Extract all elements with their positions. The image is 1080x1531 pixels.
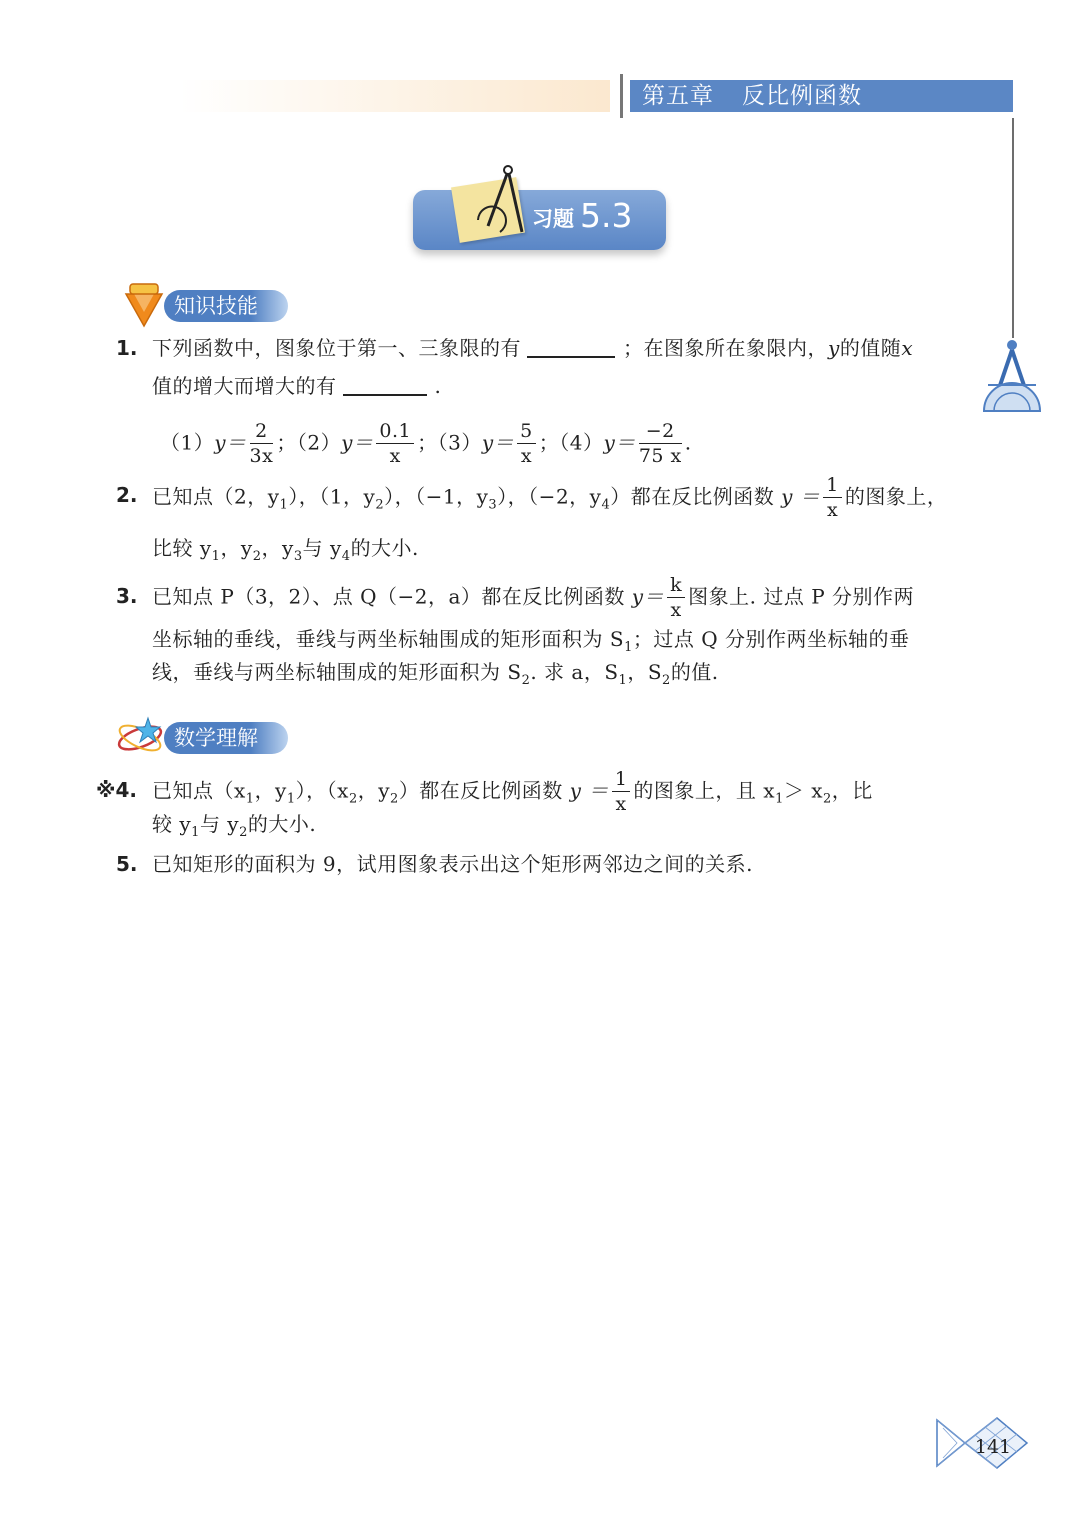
problem-1-line-1: 下列函数中，图象位于第一、三象限的有 ；在图象所在象限内，y的值随x <box>152 336 914 360</box>
pencil-tip-icon <box>124 280 164 328</box>
problem-4-line-2: 较 $y_1$与 $y_2$的大小. <box>152 812 317 840</box>
fraction: $\frac{2}{3x}$ <box>249 420 274 467</box>
exercise-label: 习题 <box>532 207 574 231</box>
section-tag-skills: 知识技能 <box>164 290 288 322</box>
problem-2-line-1: 已知点（2，$y_1$），（1，$y_2$），（−1，$y_3$），（−2，$y_4$）都在反比例函数 y ＝ $\frac{1}{x}$ 的图象上， <box>152 474 948 521</box>
fraction: $\frac{0.1}{x}$ <box>376 422 414 466</box>
chapter-number: 第五章 <box>642 83 714 109</box>
fraction: $\frac{-2}{75 x}$ <box>638 420 682 467</box>
problem-3-number: 3. <box>116 584 138 608</box>
problem-1-line-2: 值的增大而增大的有 . <box>152 374 442 398</box>
section-tag-understanding: 数学理解 <box>164 722 288 754</box>
answer-blank <box>527 356 615 358</box>
exercise-number: 5.3 <box>580 196 633 235</box>
fraction: $\frac{5}{x}$ <box>517 422 536 466</box>
answer-blank <box>343 394 427 396</box>
problem-3-line-3: 线，垂线与两坐标轴围成的矩形面积为 $S_2$. 求 a，$S_1$，$S_2$的值. <box>152 660 719 688</box>
problem-5-number: 5. <box>116 852 138 876</box>
problem-4-number: ※4. <box>96 778 137 802</box>
problem-1-number: 1. <box>116 336 138 360</box>
page-number: 141 <box>974 1436 1012 1458</box>
problem-3-line-2: 坐标轴的垂线，垂线与两坐标轴围成的矩形面积为 $S_1$；过点 Q 分别作两坐标轴的垂 <box>152 627 910 655</box>
fraction: $\frac{1}{x}$ <box>612 770 631 814</box>
problem-3-line-1: 已知点 P（3，2）、点 Q（−2，a）都在反比例函数 y＝ $\frac{k}{x}$ 图象上. 过点 P 分别作两 <box>152 574 915 621</box>
problem-2-line-2: 比较 $y_1$，$y_2$，$y_3$与 $y_4$的大小. <box>152 536 419 564</box>
header-fade-bar <box>180 80 610 112</box>
fraction: $\frac{1}{x}$ <box>823 476 842 520</box>
problem-1-options: （1）y＝ $\frac{2}{3x}$ ；（2）y＝ $\frac{0.1}{x}$ ；（3）y＝ $\frac{5}{x}$ ；（4）y＝ $\frac{-2}{75 x}$ . <box>160 420 692 467</box>
drawing-compass-icon <box>470 164 530 244</box>
problem-5-line-1: 已知矩形的面积为 9，试用图象表示出这个矩形两邻边之间的关系. <box>152 852 753 876</box>
chapter-header <box>630 80 1013 112</box>
side-rule <box>1012 118 1014 338</box>
atom-star-icon <box>116 716 166 756</box>
header-divider <box>620 74 623 118</box>
problem-4-line-1: 已知点（$x_1$，$y_1$），（$x_2$，$y_2$）都在反比例函数 y ＝ $\frac{1}{x}$ 的图象上，且 $x_1> x_2$，比 <box>152 768 873 815</box>
protractor-compass-icon <box>978 335 1044 415</box>
chapter-title: 反比例函数 <box>742 83 862 109</box>
fraction: $\frac{k}{x}$ <box>667 576 685 620</box>
problem-2-number: 2. <box>116 483 138 507</box>
